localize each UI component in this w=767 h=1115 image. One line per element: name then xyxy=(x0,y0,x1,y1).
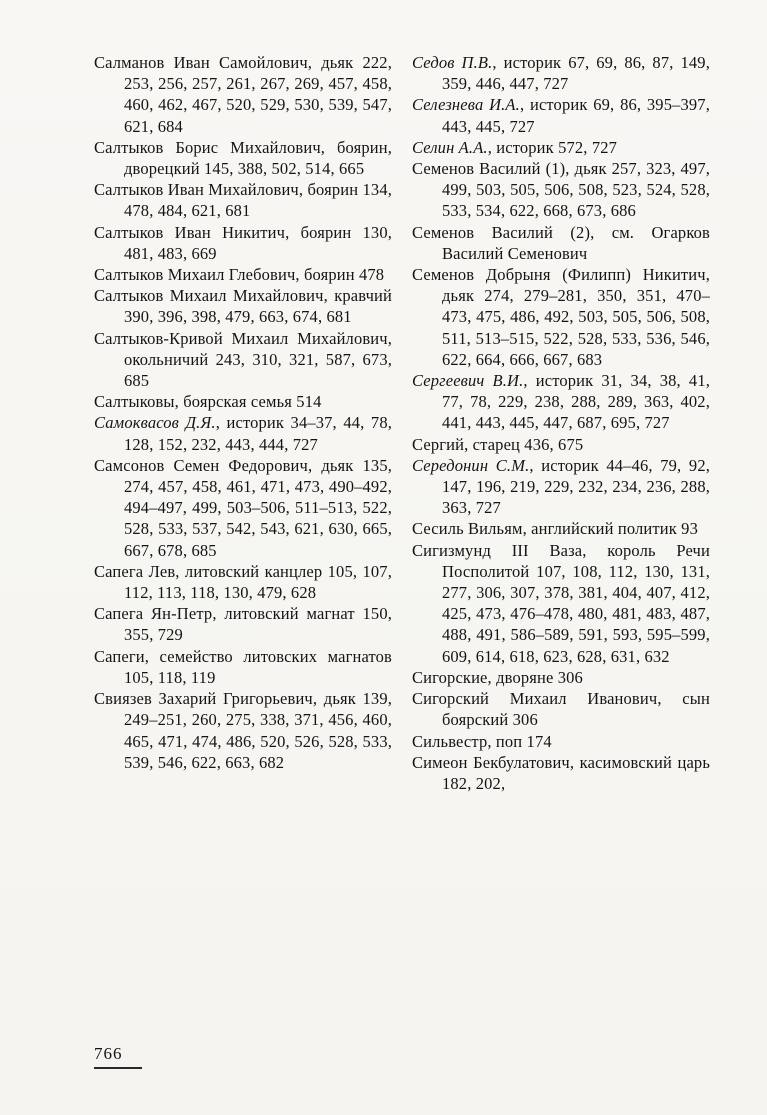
entry-text: , боярская семья 514 xyxy=(174,392,322,412)
entry-name: Салтыков Иван Никитич xyxy=(94,222,286,242)
index-entry xyxy=(412,137,710,158)
entry-text: , касимовский царь 182, 202, xyxy=(442,752,710,793)
entry-name: Сапега Ян-Петр xyxy=(94,604,213,624)
page-footer xyxy=(94,1044,142,1069)
entry-text: , семейство литовских магнатов 105, 118, 119 xyxy=(124,646,392,687)
index-entry xyxy=(412,752,710,794)
index-entry xyxy=(412,540,710,667)
index-entry xyxy=(412,667,710,688)
index-entry xyxy=(412,455,710,519)
entry-name: Салтыков Иван Михайлович xyxy=(94,180,299,200)
entry-text: , историк 44–46, 79, 92, 147, 196, 219, 229, 232, 234, 236, 288, 363, 727 xyxy=(442,455,710,518)
entry-text: , дьяк 257, 323, 497, 499, 503, 505, 506, 508, 523, 524, 528, 533, 534, 622, 668, 673, 686 xyxy=(442,159,710,221)
entry-text: , поп 174 xyxy=(487,731,552,751)
index-entry xyxy=(94,412,392,454)
page-number: 766 xyxy=(94,1044,123,1063)
entry-text: , дьяк 274, 279–281, 350, 351, 470–473, 475, 486, 492, 503, 505, 506, 508, 511, 513–515, 522, 528, 533, 536, 546, 622, 664, 666, 667, 683 xyxy=(442,265,710,369)
index-entry xyxy=(412,158,710,222)
entry-text: , кравчий 390, 396, 398, 479, 663, 674, 681 xyxy=(124,286,393,327)
entry-name: Сигорские xyxy=(412,667,488,687)
index-columns xyxy=(94,52,711,794)
page-number-rule xyxy=(94,1067,142,1069)
entry-name: Сильвестр xyxy=(412,731,488,751)
index-entry xyxy=(412,222,710,264)
entry-text: , дьяк 135, 274, 457, 458, 461, 471, 473, 490–492, 494–497, 499, 503–506, 511–513, 522, 528, 533, 537, 542, 543, 621, 630, 665, 667, 678, 685 xyxy=(124,455,392,560)
index-entry xyxy=(94,646,392,688)
entry-name: Семенов Добрыня (Филипп) Никитич xyxy=(412,265,706,285)
entry-name: Сапеги xyxy=(94,646,145,666)
entry-name: Свиязев Захарий Григорьевич xyxy=(94,689,313,709)
index-entry xyxy=(94,391,392,412)
entry-text: , дьяк 222, 253, 256, 257, 261, 267, 269, 457, 458, 460, 462, 467, 520, 529, 530, 539, 547, 621, 684 xyxy=(124,53,392,136)
entry-text: , окольничий 243, 310, 321, 587, 673, 685 xyxy=(124,328,392,391)
index-entry xyxy=(94,222,392,264)
index-entry xyxy=(94,285,392,327)
entry-text: , литовский магнат 150, 355, 729 xyxy=(124,604,392,645)
index-entry xyxy=(412,264,710,370)
entry-text: , боярин, дворецкий 145, 388, 502, 514, 665 xyxy=(124,137,392,179)
entry-name: Салтыков Михаил Глебович xyxy=(94,265,296,285)
entry-name: Семенов Василий (2) xyxy=(412,222,591,242)
index-entry xyxy=(94,328,392,392)
entry-text: , старец 436, 675 xyxy=(464,434,584,454)
entry-text: , дворяне 306 xyxy=(487,667,583,687)
index-column-left xyxy=(94,52,392,773)
entry-name: Сапега Лев xyxy=(94,561,176,581)
entry-name: Самоквасов Д.Я. xyxy=(94,413,216,433)
index-entry xyxy=(94,264,392,285)
entry-name: Семенов Василий (1) xyxy=(412,159,566,179)
entry-name: Салтыков Борис Михайлович xyxy=(94,137,321,157)
index-entry xyxy=(94,561,392,603)
index-entry xyxy=(94,688,392,773)
index-entry xyxy=(94,52,392,137)
entry-text: , см. Огарков Василий Семенович xyxy=(442,222,710,263)
entry-name: Сигорский Михаил Иванович xyxy=(412,689,658,709)
entry-name: Салтыков Михаил Михайлович xyxy=(94,286,324,306)
entry-text: , боярин 134, 478, 484, 621, 681 xyxy=(124,180,392,221)
index-entry xyxy=(412,434,710,455)
entry-text: , историк 572, 727 xyxy=(487,137,618,157)
entry-name: Сесиль Вильям xyxy=(412,519,523,539)
entry-name: Середонин С.М. xyxy=(412,455,530,475)
index-entry xyxy=(412,94,710,136)
entry-text: , король Речи Посполитой 107, 108, 112, 130, 131, 277, 306, 307, 378, 381, 404, 407, 412, 425, 473, 476–478, 480, 481, 483, 487, 488, 491, 586–589, 591, 593, 595–599, 609, 614, 618, 623, 628, 631, 632 xyxy=(442,540,710,666)
entry-name: Салтыков-Кривой Михаил Михайлович xyxy=(94,328,388,348)
entry-name: Селезнева И.А. xyxy=(412,95,520,115)
entry-text: , сын боярский 306 xyxy=(442,689,710,730)
index-entry xyxy=(412,688,710,730)
index-entry xyxy=(412,370,710,434)
index-entry xyxy=(94,455,392,561)
entry-name: Селин А.А. xyxy=(412,137,488,157)
entry-text: , английский политик 93 xyxy=(522,519,698,539)
entry-text: , историк 31, 34, 38, 41, 77, 78, 229, 238, 288, 289, 363, 402, 441, 443, 445, 447, 687, 695, 727 xyxy=(442,371,710,433)
entry-text: , историк 34–37, 44, 78, 128, 152, 232, 443, 444, 727 xyxy=(124,413,392,454)
entry-text: , историк 69, 86, 395–397, 443, 445, 727 xyxy=(442,95,710,136)
entry-text: , боярин 478 xyxy=(295,265,385,285)
index-entry xyxy=(94,179,392,221)
index-entry xyxy=(412,518,710,539)
entry-name: Самсонов Семен Федорович xyxy=(94,455,308,475)
entry-name: Салтыковы xyxy=(94,392,175,412)
index-entry xyxy=(94,603,392,645)
entry-name: Сергий xyxy=(412,434,465,454)
entry-name: Салманов Иван Самойлович xyxy=(94,53,308,72)
entry-name: Седов П.В. xyxy=(412,53,493,72)
entry-text: , историк 67, 69, 86, 87, 149, 359, 446, 447, 727 xyxy=(442,53,710,94)
index-entry xyxy=(412,731,710,752)
entry-text: , литовский канцлер 105, 107, 112, 113, 118, 130, 479, 628 xyxy=(124,561,392,603)
entry-name: Симеон Бекбулатович xyxy=(412,752,570,772)
entry-name: Сигизмунд III Ваза xyxy=(412,540,583,560)
entry-text: , дьяк 139, 249–251, 260, 275, 338, 371, 456, 460, 465, 471, 474, 486, 520, 526, 528, 533, 539, 546, 622, 663, 682 xyxy=(124,689,392,772)
index-entry xyxy=(412,52,710,94)
entry-name: Сергеевич В.И. xyxy=(412,371,524,391)
index-column-right xyxy=(412,52,710,794)
index-entry xyxy=(94,137,392,179)
entry-text: , боярин 130, 481, 483, 669 xyxy=(124,222,393,263)
